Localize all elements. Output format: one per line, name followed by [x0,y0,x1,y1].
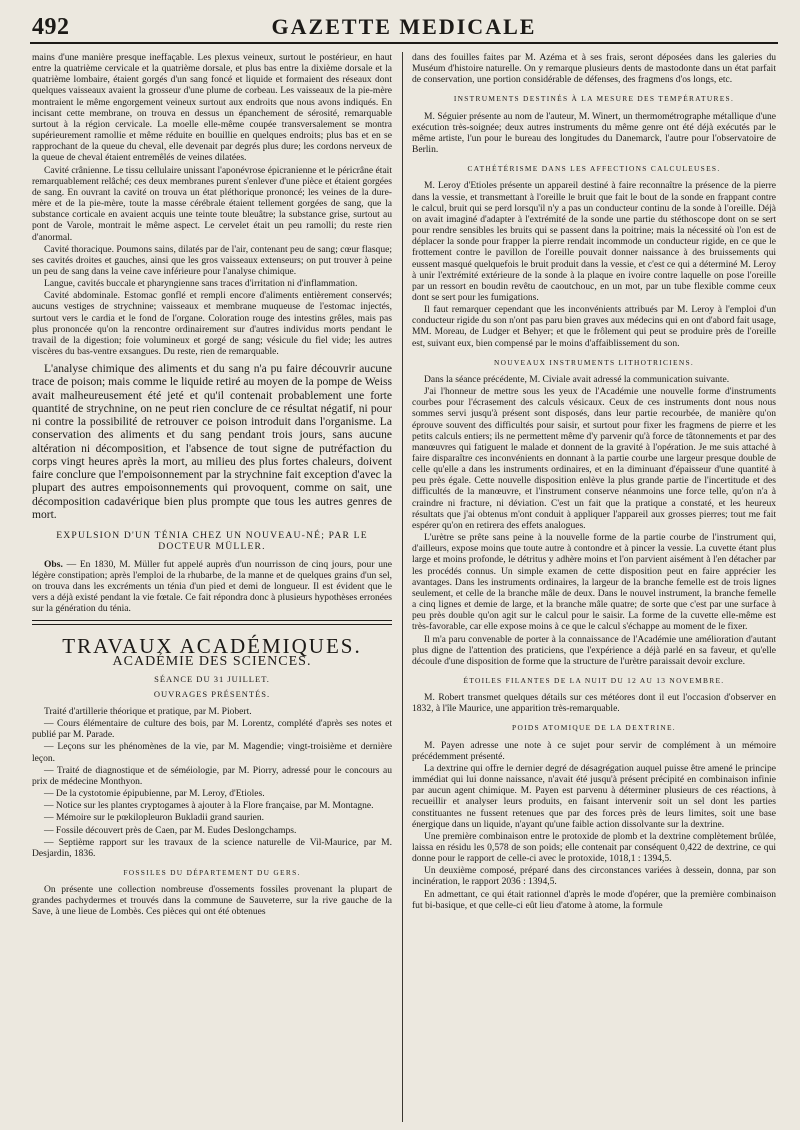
list-item: — Leçons sur les phénomènes de la vie, par M. Magendie; vingt-troisième et dernière leçon. [32,741,392,764]
paragraph: M. Séguier présente au nom de l'auteur, M. Winert, un thermométrographe métallique d'une exécution très-soignée; deux autres instruments du même genre ont été déjà exécutés par le même artiste, l'un pour le bureau des longitudes du Danemarck, l'autre pour l'observatoire de Berlin. [412,110,776,156]
paragraph: Il faut remarquer cependant que les inconvénients attribués par M. Leroy à l'emploi d'un conducteur rigide du son n'ont pas paru bien graves aux médecins qui en ont d'abord fait usage, MM. Moreau, de Ludger et Behyer; et que le frôlement qui peut se produire près de l'oreille est, suivant eux, bien compensé par le moins d'affaiblissement du son. [412,304,776,349]
section-title-expulsion: EXPULSION D'UN TÉNIA CHEZ UN NOUVEAU-NÉ; PAR LE DOCTEUR MÜLLER. [56,530,368,553]
section-title-catheterisme: CATHÉTÉRISME DANS LES AFFECTIONS CALCULEUSES. [467,164,721,174]
right-column [412,52,776,1124]
paragraph: L'urètre se prête sans peine à la nouvelle forme de la partie courbe de l'instrument qui, d'ailleurs, expose moins que toute autre à contondre et à pincer la vessie. La cuvette étant plus large et moins profonde, le détritus y adhère moins et l'on parvient aisément à l'en détacher par les procédés connus. Un simple examen de cette disposition peut en faire apprécier les avantages. Dans les instruments ordinaires, la largeur de la branche femelle est de trois lignes seulement, et celle de la branche mâle de deux. Dans le nouvel instrument, la branche femelle a cinq lignes et demie de large, et la branche mâle quatre; de sorte que c'est par une surface à peu près double qu'on agit sur le calcul pour le saisir. La forme de la cuvette elle-même est très-favorable, car elle expose moins à ce que le calcul s'échappe au moment de le fixer. [412,532,776,633]
column-divider [402,52,403,1122]
section-title-lithotriciens: NOUVEAUX INSTRUMENTS LITHOTRICIENS. [493,357,695,367]
paragraph: Cavité thoracique. Poumons sains, dilatés par de l'air, contenant peu de sang; cœur flasque; ses cavités droites et gauches, ainsi que les gros vaisseaux extenseurs; on put trouver à peine un peu de sang dans la veine cave inférieure pour l'analyse chimique. [32,243,392,277]
paragraph: J'ai l'honneur de mettre sous les yeux de l'Académie une nouvelle forme d'instruments courbes pour l'écrasement des calculs vésicaux. Ceux de ces instruments dont nous nous sommes servi jusqu'à présent sont disposés, dans leur partie recourbée, de manière qu'on éprouve souvent des difficultés pour saisir, et surtout pour fixer les fragmens de pierre et les petits calculs entiers; ils ne permettent même d'y parvenir qu'à force de tâtonnements et par des manœuvres qui fatiguent le malade et donnent de la gravité à l'opération. Je me suis attaché à faire disparaître ces inconvénients en donnant à la partie courbe une largeur presque double de celle qu'elle a dans les instruments ordinaires, et en la diminuant d'épaisseur d'une quantité à peu près égale. Cette nouvelle disposition enlève la plus grande partie de l'incertitude et des difficultés de la manœuvre, et l'instrument conserve néanmoins une force telle, qu'on n'a à craindre ni fracture, ni déviation. C'est un fait que la pratique a constaté, et les heureux résultats que j'ai obtenus m'ont conduit à appliquer l'appareil aux grosses pierres; tout me fait espérer qu'on en retirera des effets analogues. [412,386,776,531]
obs-text: — En 1830, M. Müller fut appelé auprès d'un nourrisson de cinq jours, pour une légère constipation; après l'emploi de la rhubarbe, de la manne et de quelques grains d'un sel, on trouva dans les excréments un ténia d'un pied et demi de longueur. Il est évident que le vers a déjà existé pendant la vie fœtale. Ce fait répondra donc à plusieurs hypothèses erronées sur la génération du ténia. [32,558,392,615]
section-title-fossiles: FOSSILES DU DÉPARTEMENT DU GERS. [123,867,301,877]
paragraph: Cavité crânienne. Le tissu cellulaire unissant l'aponévrose épicranienne et le péricrâne était remarquablement relâché; ces deux membranes purent s'enlever d'une pièce et étaient gorgées de sang. En ouvrant la cavité on trouva un état pléthorique prononcé; les veines de la dure-mère et de la pie-mère, toute la masse cérébrale étaient tellement gorgées de sang, que la substance corticale en avaient acquis une teinte toute bleuâtre; la substance grise, surtout au pont de Varole, montrait le même aspect. Le cervelet était un peu ramolli; du reste rien d'anormal. [32,164,392,243]
seance-date: SÉANCE DU 31 JUILLET. [154,673,270,684]
section-title-etoiles: ÉTOILES FILANTES DE LA NUIT DU 12 AU 13 NOVEMBRE. [463,675,725,685]
paragraph: Il m'a paru convenable de porter à la connaissance de l'Académie une amélioration d'autant plus digne de l'attention des praticiens, que l'expérience a déjà parlé en sa faveur, et qu'elle découle d'une disposition de forme que la structure de l'urètre paraissait devoir exclure. [412,633,776,667]
obs-label: Obs. [44,558,63,570]
paragraph: La dextrine qui offre le dernier degré de désagrégation auquel puisse être amené le principe immédiat qui lui donne naissance, n'avait été jusqu'à présent précipité en combinaison infinie par aucun agent chimique. M. Payen est parvenu à déterminer plusieurs de ces réactions, à recueillir et analyser leurs produits, en faisant intervenir soit un sel dont les parties constituantes ne fussent retenues que par des forces près de leurs limites, soit une base énergique dans un liquide, n'ayant qu'une faible action dissolvante sur la dextrine. [412,762,776,830]
paragraph: En admettant, ce qui était rationnel d'après le mode d'opérer, que la première combinaison fut bi-basique, et que celle-ci eût lieu d'atome à atome, la formule [412,888,776,911]
section-title-instruments: INSTRUMENTS DESTINÉS À LA MESURE DES TEMPÉRATURES. [453,94,735,104]
list-item: — De la cystotomie épipubienne, par M. Leroy, d'Etioles. [44,788,265,800]
paragraph: Une première combinaison entre le protoxide de plomb et la dextrine complètement brûlée, laissa en résidu les 0,578 de son poids; elle contenait par conséquent 0,422 de dextrine, ce qui donne pour le rapport de celle-ci avec le protoxide, 1018,1 : 1394,5. [412,830,776,865]
list-item: — Notice sur les plantes cryptogames à ajouter à la Flore française, par M. Montagne. [44,800,374,812]
page-header [30,12,778,44]
paragraph: mains d'une manière presque ineffaçable. Les plexus veineux, surtout le postérieur, en haut entre la quatrième cervicale et la quatrième dorsale, et plus bas entre la dixième dorsale et la quatrième lombaire, étaient gorgés d'un sang foncé et liquide et formaient des réseaux dont quelques vaisseaux avaient la grosseur d'une plume de corbeau. Les vaisseaux de la pie-mère montraient le même engorgement veineux surtout aux endroits que nous avons indiqués. En incisant cette membrane, on trouva en dessus un épanchement de sérosité, remarquable surtout à la région cervicale. La moelle elle-même coupée transversalement se montra supérieurement ramollie et même réduite en bouillie en quelques endroits; plus bas et en se rapprochant de la queue du cheval, elle devenait par degrés plus dure; les cordons nerveux de la queue de cheval étaient entremêlés de veines dilatées. [32,52,392,164]
page-number: 492 [32,14,70,40]
paragraph-large: L'analyse chimique des aliments et du sang n'a pu faire découvrir aucune trace de poison; mais comme le liquide retiré au moyen de la pompe de Weiss avait malheureusement été jeté et qu'il contenait probablement une forte quantité de strychnine, on ne peut rien conclure de ce résultat négatif, ni pour ni contre la possibilité de retrouver ce poison introduit dans l'organisme. La conservation des aliments et du sang pendant trois jours, sans aucune altération ni décomposition, et l'absence de tout signe de putréfaction du corps vingt heures après la mort, au milieu des plus fortes chaleurs, doivent faire conclure que l'empoisonnement par la strychnine fait exception d'avec la plupart des autres empoisonnements qui provoquent, comme on sait, une décomposition cadavérique bien plus prompte que tous les autres genres de mort. [32,363,392,521]
paragraph: M. Robert transmet quelques détails sur ces météores dont il eut l'occasion d'observer en 1832, à l'île Maurice, une apparition très-remarquable. [412,692,776,715]
list-item: — Septième rapport sur les travaux de la science naturelle de Vil-Maurice, par M. Desjardin, 1836. [32,836,392,859]
list-item: Traité d'artillerie théorique et pratique, par M. Piobert. [44,705,252,717]
travaux-heading: TRAVAUX ACADÉMIQUES. [62,634,362,659]
paragraph: Langue, cavités buccale et pharyngienne sans traces d'irritation ni d'inflammation. [44,278,358,290]
section-rule [32,620,392,621]
paragraph: Un deuxième composé, préparé dans des circonstances variées à dessein, donna, par son incinération, le rapport 2036 : 1394,5. [412,865,776,888]
journal-title: GAZETTE MEDICALE [271,14,537,39]
paragraph: M. Leroy d'Etioles présente un appareil destiné à faire reconnaître la présence de la pierre dans la vessie, et transmettant à l'oreille le bruit que fait le bout de la sonde en frappant contre le calcul, bruit qui se perd lorsqu'il n'y a pas un conducteur continu de la sonde à l'oreille. Déjà on avait imaginé d'adapter à l'extrémité de la sonde une partie du stéthoscope dont on se sert pour rendre sensibles les bruits qui se passent dans la poitrine; mais la nécessité où l'on est de déplacer la sonde pour frapper la pierre rendait incommode un conducteur rigide, en ce que le frottement contre le pavillon de l'oreille pouvait donner naissance à des bruissements qui eussent masqué quelquefois le bruit produit dans la vessie, et c'est ce qui a déterminé M. Leroy à unir l'extrémité extérieure de la sonde à la plaque en ivoire contre laquelle on pose l'oreille par un ressort en boudin revêtu de caoutchouc, en un mot, par un tube flexible comme ceux dont se sert pour les fumigations. [412,180,776,303]
paragraph: Dans la séance précédente, M. Civiale avait adressé la communication suivante. [424,373,730,385]
paragraph: Cavité abdominale. Estomac gonflé et rempli encore d'aliments entièrement conservés; aucuns vestiges de strychnine; vaisseaux et membrane muqueuse de l'estomac injectés, surtout vers le cardia et le fond de l'organe. Coloration rouge des intestins grêles, mais pas plus prononcée qu'on la rencontre ordinairement sur d'autres individus morts pendant le travail de la digestion; foie volumineux et gorgé de sang; vésicule du fiel vide; les autres viscères du bas-ventre exsangues. Du reste, rien de remarquable. [32,290,392,358]
paragraph: dans des fouilles faites par M. Azéma et à ses frais, seront déposées dans les galeries du Muséum d'histoire naturelle. On y remarque plusieurs dents de mastodonte dans un état parfait de conservation, une portion considérable de défenses, des fragmens d'os longs, etc. [412,52,776,86]
left-column [32,52,392,1124]
list-item: — Cours élémentaire de culture des bois, par M. Lorentz, complété d'après ses notes et publié par M. Parade. [32,718,392,741]
section-rule [32,624,392,625]
list-item: — Mémoire sur le pœkilopleuron Bukladii grand saurien. [44,812,265,824]
list-item: — Fossile découvert près de Caen, par M. Eudes Deslongchamps. [44,824,297,836]
section-title-dextrine: POIDS ATOMIQUE DE LA DEXTRINE. [512,723,676,733]
paragraph: M. Payen adresse une note à ce sujet pour servir de complément à un mémoire précédemment présenté. [412,739,776,762]
academie-heading: ACADÉMIE DES SCIENCES. [112,654,312,670]
ouvrages-heading: OUVRAGES PRÉSENTÉS. [153,688,271,699]
list-item: — Traité de diagnostique et de séméiologie, par M. Piorry, adressé pour le concours au prix de médecine Monthyon. [32,764,392,787]
observation-paragraph [32,559,392,615]
paragraph: On présente une collection nombreuse d'ossements fossiles provenant la plupart de grandes pachydermes et trouvés dans la commune de Sauveterre, sur la rive gauche de la Save, à une lieue de Lombès. Ces pièces qui ont été obtenues [32,884,392,918]
